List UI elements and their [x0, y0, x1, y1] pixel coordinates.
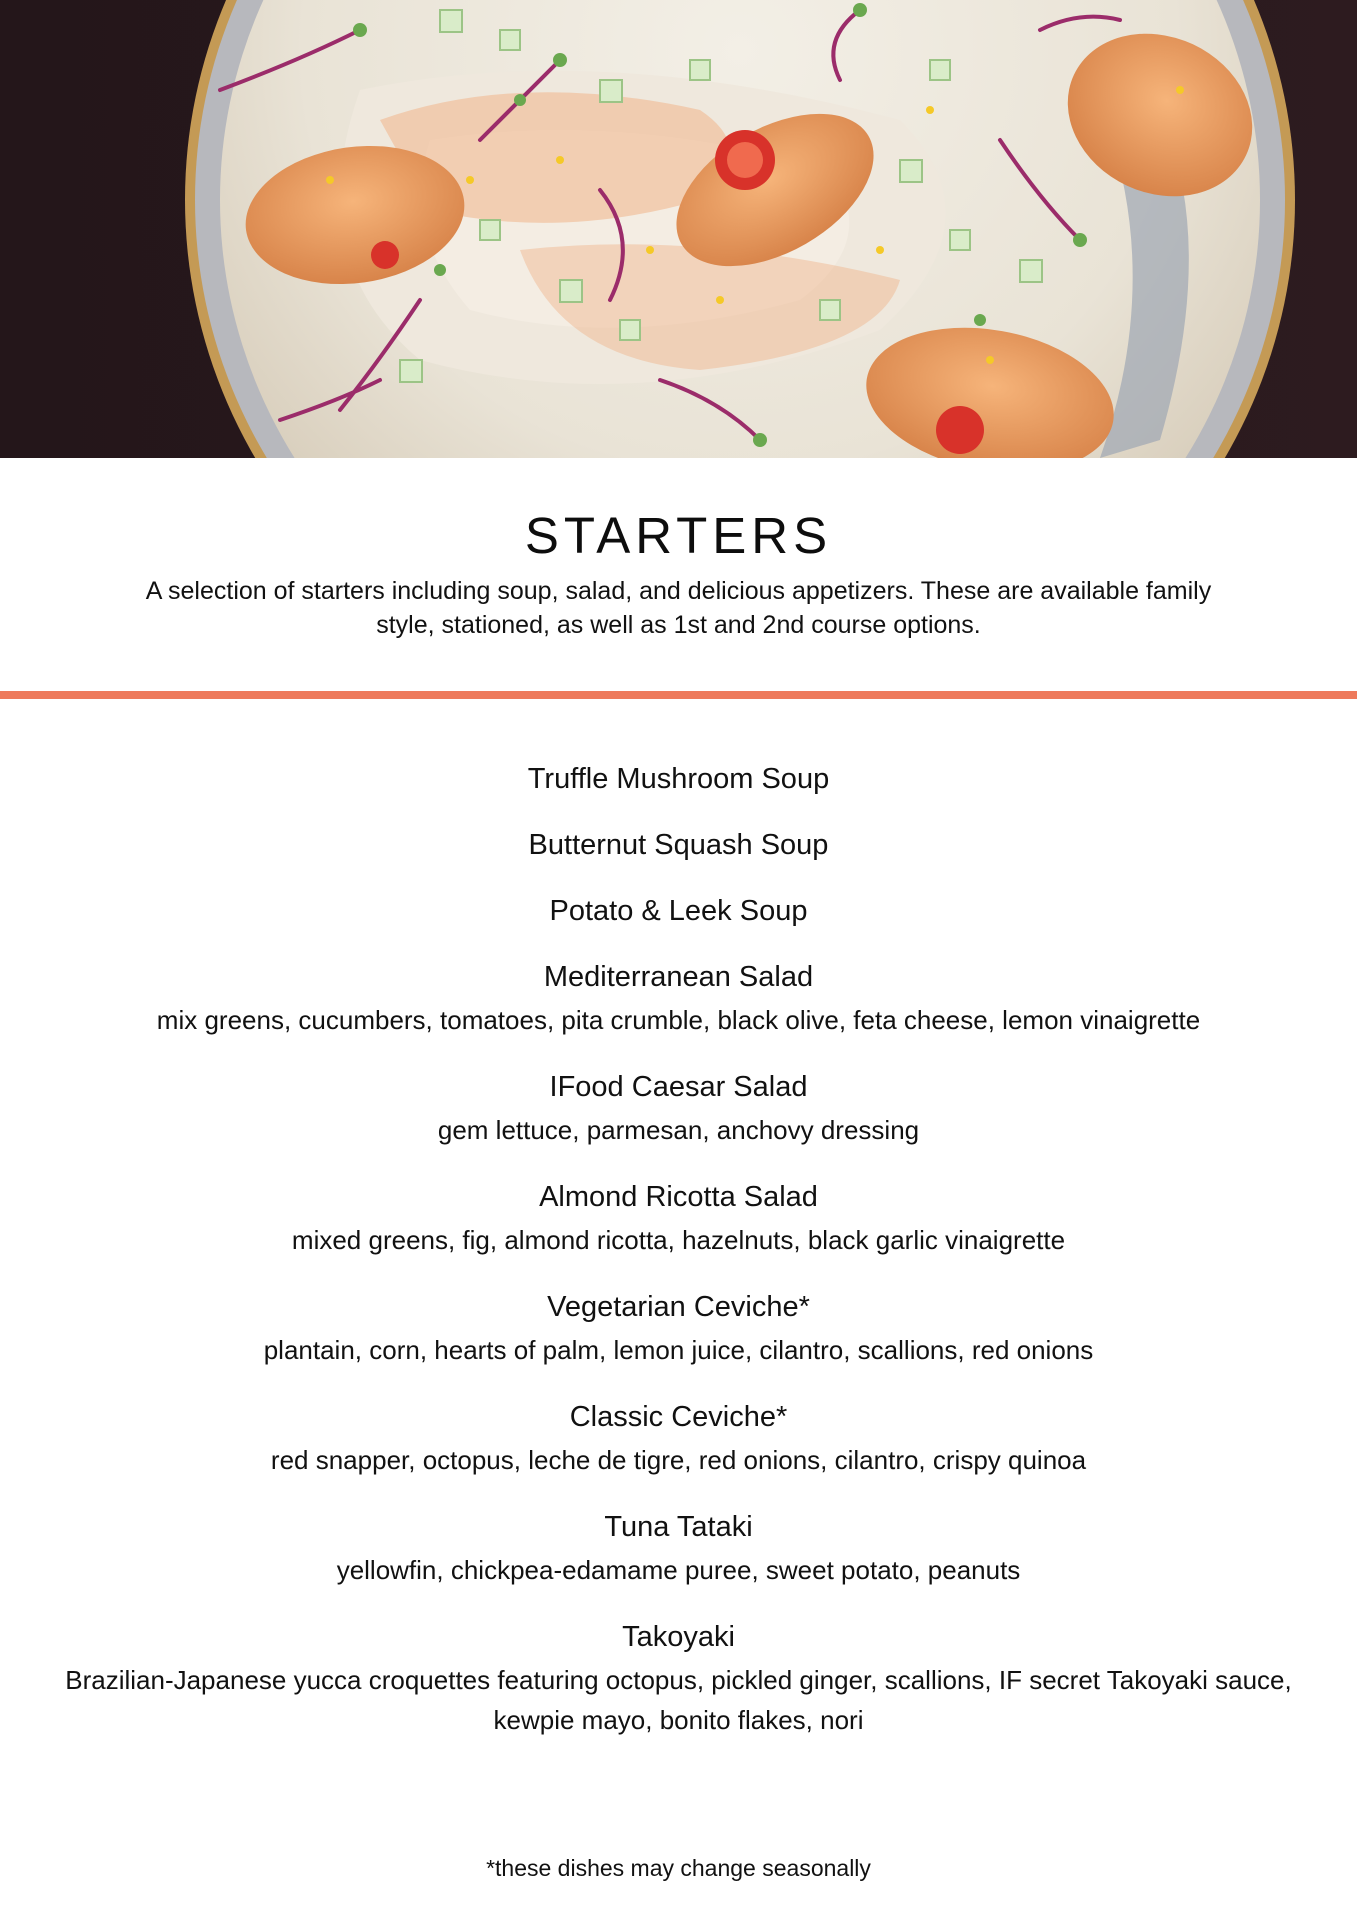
dish-description: red snapper, octopus, leche de tigre, red onions, cilantro, crispy quinoa: [270, 1445, 1087, 1475]
menu-item: [0, 826, 1357, 864]
dish-description: mixed greens, fig, almond ricotta, hazelnuts, black garlic vinaigrette: [291, 1225, 1066, 1255]
menu-item: [0, 958, 1357, 1040]
menu-item: [0, 1398, 1357, 1480]
dish-name: Vegetarian Ceviche*: [547, 1291, 810, 1323]
dish-name: Almond Ricotta Salad: [539, 1181, 818, 1213]
dish-name: Tuna Tataki: [604, 1511, 753, 1543]
dish-description: mix greens, cucumbers, tomatoes, pita crumble, black olive, feta cheese, lemon vinaigrette: [156, 1005, 1201, 1035]
dish-name: Mediterranean Salad: [543, 961, 814, 993]
menu-list: [0, 760, 1357, 1768]
dish-description: gem lettuce, parmesan, anchovy dressing: [437, 1115, 920, 1145]
menu-item: [0, 892, 1357, 930]
menu-item: [0, 1288, 1357, 1370]
section-header: [0, 506, 1357, 642]
dish-name: Butternut Squash Soup: [528, 829, 829, 861]
page-title: STARTERS: [524, 507, 833, 564]
accent-divider: [0, 691, 1357, 699]
dish-description: Brazilian-Japanese yucca croquettes featuring octopus, pickled ginger, scallions, IF secret Takoyaki sauce, kewpie mayo, bonito flakes, nori: [65, 1665, 1292, 1735]
menu-item: [0, 760, 1357, 798]
dish-name: Truffle Mushroom Soup: [527, 763, 830, 795]
section-intro: A selection of starters including soup, salad, and delicious appetizers. These are available family style, stationed, as well as 1st and 2nd course options.: [145, 577, 1212, 639]
hero-food-photo: [0, 0, 1357, 458]
dish-description: yellowfin, chickpea-edamame puree, sweet potato, peanuts: [336, 1555, 1021, 1585]
menu-item: [0, 1068, 1357, 1150]
menu-item: [0, 1618, 1357, 1740]
dish-name: IFood Caesar Salad: [549, 1071, 808, 1103]
menu-item: [0, 1508, 1357, 1590]
dish-name: Classic Ceviche*: [569, 1401, 788, 1433]
seasonal-footnote: *these dishes may change seasonally: [486, 1855, 871, 1881]
dish-name: Potato & Leek Soup: [549, 895, 808, 927]
menu-item: [0, 1178, 1357, 1260]
dish-description: plantain, corn, hearts of palm, lemon juice, cilantro, scallions, red onions: [263, 1335, 1094, 1365]
dish-name: Takoyaki: [622, 1621, 735, 1653]
